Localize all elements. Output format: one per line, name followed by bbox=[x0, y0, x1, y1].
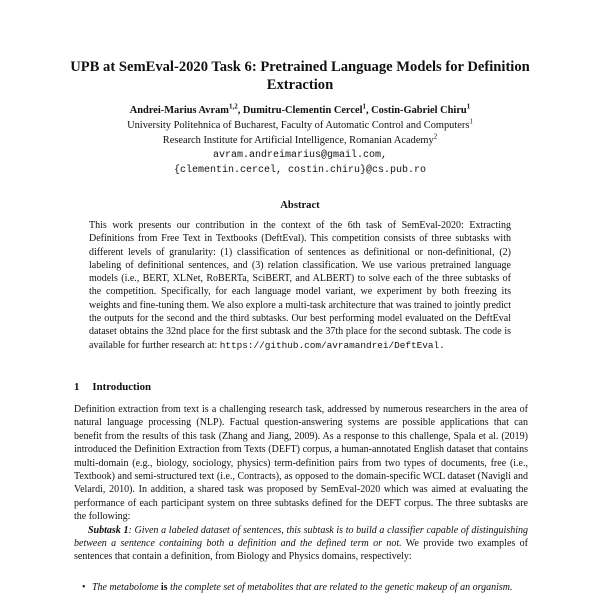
code-url-link[interactable]: https://github.com/avramandrei/DeftEval. bbox=[219, 339, 445, 351]
affiliation-2-text: Research Institute for Artificial Intelligence, Romanian Academy bbox=[162, 135, 434, 146]
author-2: Dumitru-Clementin Cercel bbox=[242, 105, 363, 116]
email-line-2[interactable]: {clementin.cercel, costin.chiru}@cs.pub.ro bbox=[173, 165, 427, 176]
email-line-1[interactable]: avram.andreimarius@gmail.com, bbox=[212, 150, 388, 161]
author-names: Andrei-Marius Avram$^{1,2}$, Dumitru-Clementin Cercel$^1$, Costin-Gabriel Chiru$^1$ bbox=[129, 102, 471, 116]
abstract-heading: Abstract bbox=[280, 200, 320, 211]
example-term: The metabolome bbox=[92, 582, 159, 593]
author-block bbox=[40, 103, 560, 178]
subtask-1-label: Subtask 1 bbox=[88, 524, 129, 536]
section-title: Introduction bbox=[92, 381, 152, 393]
introduction-body bbox=[74, 403, 528, 564]
affiliation-1-marker: 1 bbox=[469, 117, 473, 126]
intro-paragraph-2 bbox=[74, 524, 528, 564]
example-definition: the complete set of metabolites that are related to the genetic makeup of an organism. bbox=[170, 582, 513, 593]
affiliation-1 bbox=[40, 118, 560, 133]
example-sentence bbox=[92, 581, 528, 594]
example-is: is bbox=[160, 582, 168, 593]
affiliation-1-text: University Politehnica of Bucharest, Faculty of Automatic Control and Computers bbox=[127, 120, 470, 131]
abstract-text: This work presents our contribution in the context of the 6th task of SemEval-2020: Extracting Definitions from Free Text in Textbooks (DeftEval). This competition consists of three subtasks with different levels of granularity: (1) classification of sentences as definitional or non-definitional, (2) labeling of definitional sentences, and (3) relation classification. We use various pretrained language models (i.e., BERT, XLNet, RoBERTa, SciBERT, and ALBERT) to solve each of the three subtasks of the competition. Specifically, for each language model variant, we experiment by both freezing its weights and fine-tuning them. We also explore a multi-task architecture that was trained to jointly predict the outputs for the second and the third subtasks. Our best performing model evaluated on the DeftEval dataset obtains the 32nd place for the first subtask and the 37th place for the second subtask. The code is available for further research at: bbox=[89, 220, 511, 351]
subtask-1-description: : Given a labeled dataset of sentences, this subtask is to build a classifier capable of distinguishing between a sentence containing both a definition and the defined term or not. bbox=[74, 524, 528, 550]
author-3-affil: 1 bbox=[466, 102, 471, 111]
intro-paragraph-1: Definition extraction from text is a challenging research task, addressed by numerous researchers in the area of natural language processing (NLP). Factual question-answering systems are possible applications that can benefit from the results of this task (Zhang and Jiang, 2009). As a response to this challenge, Spala et al. (2019) introduced the Definition Extraction from Texts (DEFT) corpus, a human-annotated English dataset that contains multi-domain (e.g., biology, sociology, physics) term-definition pairs from two types of documents, free (i.e., Textbook) and semi-structured text (i.e., Contracts), as opposed to the domain-specific WCL dataset (Navigli and Velardi, 2010). In addition, a shared task was proposed by SemEval-2020 which was aimed at evaluating the performance of each participant system on three subtasks defined for the DEFT corpus. The three subtasks are the following: bbox=[74, 404, 528, 523]
author-3: Costin-Gabriel Chiru bbox=[371, 105, 467, 116]
author-1: Andrei-Marius Avram bbox=[129, 105, 229, 116]
affiliation-2 bbox=[40, 133, 560, 148]
abstract-body bbox=[89, 219, 511, 352]
section-heading-introduction bbox=[74, 381, 164, 393]
section-number: 1 bbox=[74, 381, 80, 393]
affiliation-2-marker: 2 bbox=[433, 132, 438, 141]
author-1-affil: 1,2 bbox=[228, 102, 238, 111]
author-2-affil: 1 bbox=[362, 102, 366, 111]
bullet-point-icon: • bbox=[82, 582, 86, 593]
paper-title: UPB at SemEval-2020 Task 6: Pretrained Language Models for Definition Extraction bbox=[70, 59, 530, 93]
intro-paragraph-2-rest: We provide two examples of sentences that contain a definition, from Biology and Physics domains, respectively: bbox=[74, 538, 528, 563]
